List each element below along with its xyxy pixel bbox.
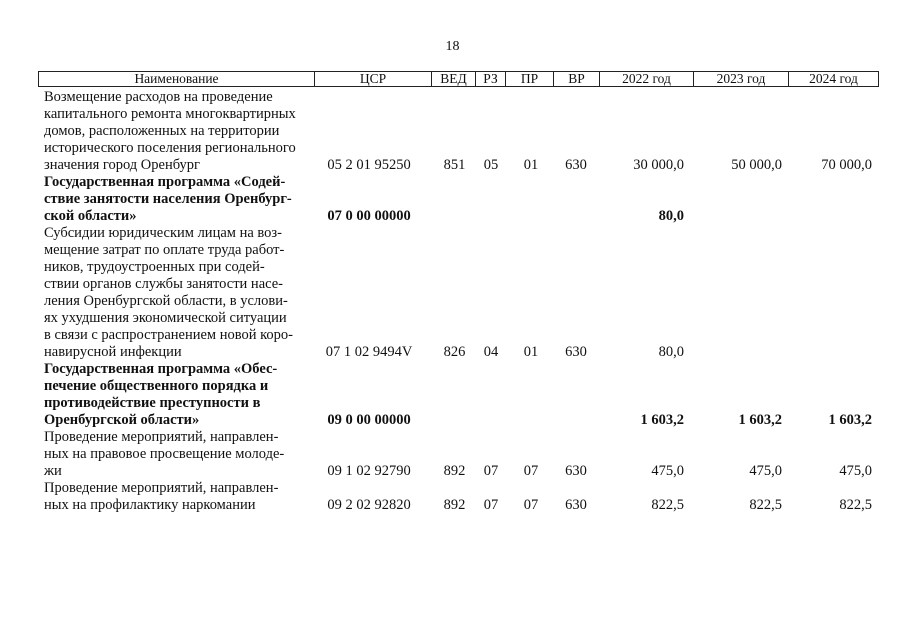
row-name-line: Государственная программа «Обес- — [44, 361, 278, 377]
cell-rz: 07 — [483, 497, 499, 513]
cell-ved: 892 — [443, 497, 466, 513]
cell-2024: 822,5 — [839, 497, 872, 513]
page-number: 18 — [445, 39, 460, 54]
cell-csr: 09 1 02 92790 — [327, 463, 411, 479]
row-name-line: навирусной инфекции — [44, 344, 182, 360]
row-name-line: печение общественного порядка и — [44, 378, 269, 394]
cell-pr: 07 — [523, 497, 539, 513]
cell-2024: 1 603,2 — [828, 412, 872, 428]
cell-pr: 01 — [523, 344, 539, 360]
cell-2023: 475,0 — [749, 463, 782, 479]
cell-csr: 07 1 02 9494V — [325, 344, 413, 360]
row-name-line: жи — [44, 463, 62, 479]
row-name-line: ствии органов службы занятости насе- — [44, 276, 284, 292]
header-pr: ПР — [506, 72, 554, 86]
row-name-line: ных на правовое просвещение молоде- — [44, 446, 285, 462]
header-2023: 2023 год — [694, 72, 789, 86]
row-name-line: ников, трудоустроенных при содей- — [44, 259, 265, 275]
header-2024: 2024 год — [809, 72, 858, 86]
header-2022: 2022 год — [600, 72, 694, 86]
row-name-line: ствие занятости населения Оренбург- — [44, 191, 292, 207]
row-name-line: ных на профилактику наркомании — [44, 497, 256, 513]
row-name-line: домов, расположенных на территории — [44, 123, 280, 139]
cell-rz: 05 — [483, 157, 499, 173]
cell-csr: 09 0 00 00000 — [327, 412, 411, 428]
cell-vr: 630 — [565, 497, 587, 513]
cell-2022: 80,0 — [658, 344, 684, 360]
cell-rz: 07 — [483, 463, 499, 479]
cell-vr: 630 — [565, 344, 587, 360]
row-name-line: Субсидии юридическим лицам на воз- — [44, 225, 282, 241]
cell-2023: 50 000,0 — [731, 157, 782, 173]
cell-csr: 07 0 00 00000 — [327, 208, 411, 224]
header-rz: РЗ — [476, 72, 506, 86]
row-name-line: капитального ремонта многоквартирных — [44, 106, 296, 122]
cell-2022: 30 000,0 — [633, 157, 684, 173]
cell-2023: 822,5 — [749, 497, 782, 513]
table-header — [38, 71, 879, 87]
header-name: Наименование — [39, 72, 315, 86]
row-name-line: Оренбургской области» — [44, 412, 200, 428]
row-name-line: Государственная программа «Содей- — [44, 174, 286, 190]
cell-vr: 630 — [565, 463, 587, 479]
cell-vr: 630 — [565, 157, 587, 173]
row-name-line: Проведение мероприятий, направлен- — [44, 429, 279, 445]
row-name-line: противодействие преступности в — [44, 395, 261, 411]
cell-rz: 04 — [483, 344, 499, 360]
row-name-line: значения город Оренбург — [44, 157, 200, 173]
row-name-line: Возмещение расходов на проведение — [44, 89, 273, 105]
cell-2022: 1 603,2 — [640, 412, 684, 428]
cell-csr: 05 2 01 95250 — [327, 157, 411, 173]
cell-ved: 892 — [443, 463, 466, 479]
cell-2022: 80,0 — [658, 208, 684, 224]
row-name-line: мещение затрат по оплате труда работ- — [44, 242, 285, 258]
header-vr: ВР — [554, 72, 600, 86]
cell-2022: 475,0 — [651, 463, 684, 479]
cell-ved: 851 — [443, 157, 466, 173]
cell-pr: 01 — [523, 157, 539, 173]
row-name-line: в связи с распространением новой коро- — [44, 327, 294, 343]
row-name-line: ления Оренбургской области, в услови- — [44, 293, 288, 309]
cell-2023: 1 603,2 — [738, 412, 782, 428]
header-csr: ЦСР — [315, 72, 432, 86]
cell-csr: 09 2 02 92820 — [327, 497, 411, 513]
cell-pr: 07 — [523, 463, 539, 479]
cell-2024: 70 000,0 — [821, 157, 872, 173]
row-name-line: исторического поселения регионального — [44, 140, 296, 156]
cell-ved: 826 — [443, 344, 466, 360]
row-name-line: ской области» — [44, 208, 137, 224]
row-name-line: ях ухудшения экономической ситуации — [44, 310, 287, 326]
row-name-line: Проведение мероприятий, направлен- — [44, 480, 279, 496]
header-ved: ВЕД — [432, 72, 476, 86]
cell-2024: 475,0 — [839, 463, 872, 479]
cell-2022: 822,5 — [651, 497, 684, 513]
